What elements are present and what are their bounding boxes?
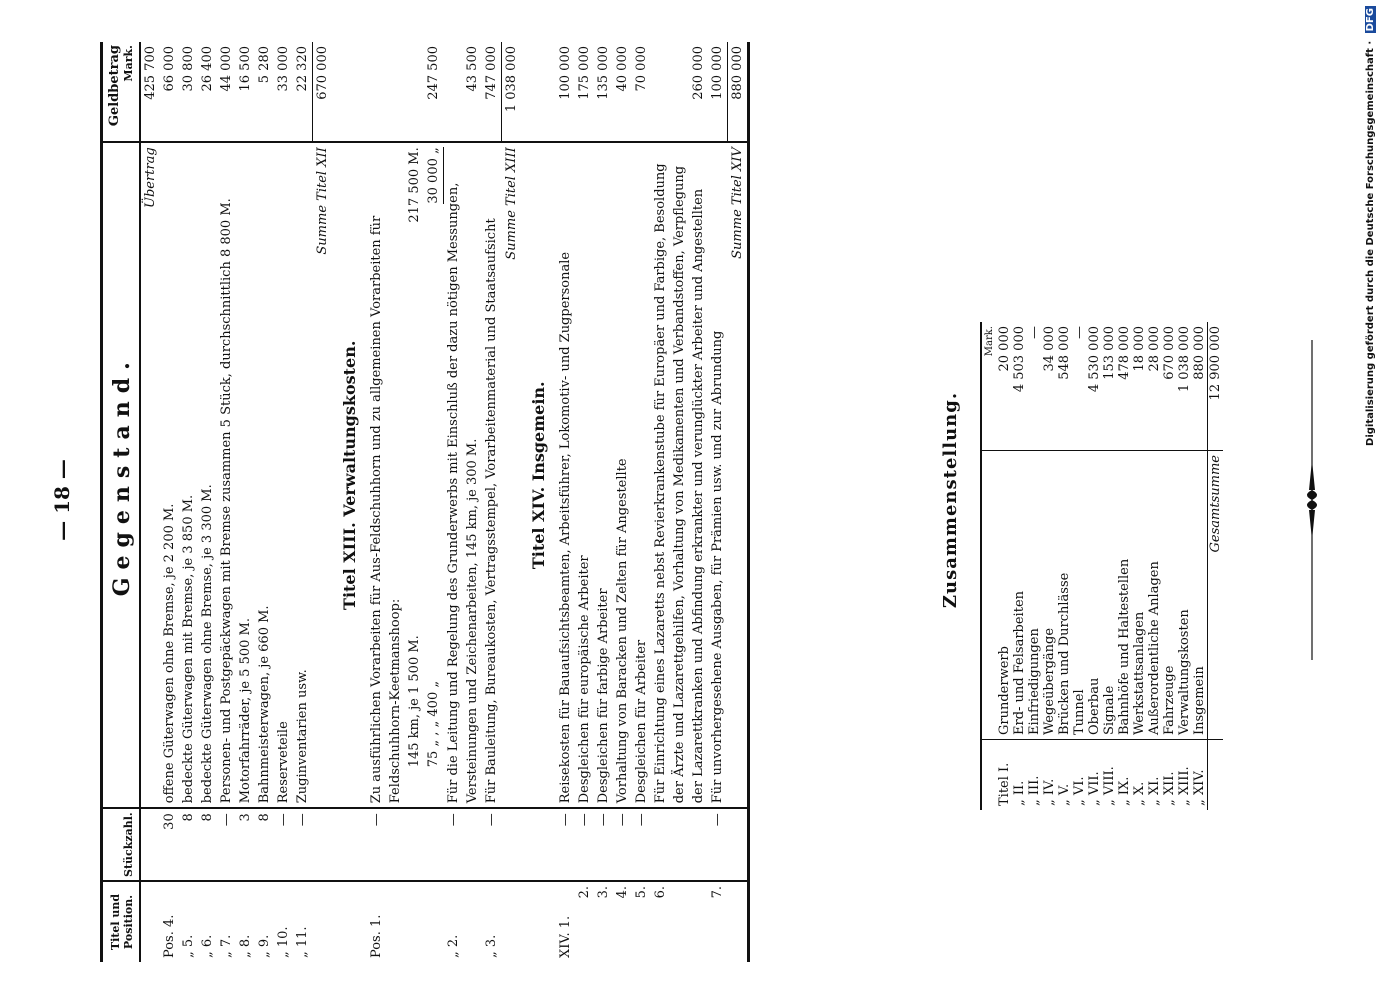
pos-cell: Pos. 4.: [160, 881, 179, 962]
summary-name: Signale: [1102, 451, 1117, 740]
pos-cell: „ 7.: [217, 881, 236, 962]
total-amount: 12 900 000: [1208, 322, 1224, 451]
sum-label: Summe Titel XIII: [502, 142, 522, 808]
pos-cell: 6.: [651, 881, 708, 962]
desc-subline: [424, 142, 444, 808]
amount-cell: 70 000: [634, 46, 649, 92]
summary-amount: —: [1072, 326, 1087, 339]
summary-row: [997, 322, 1012, 810]
amount-cell: 40 000: [615, 46, 630, 92]
amount-cell: 44 000: [219, 46, 234, 92]
desc-cell: Desgleichen für farbige Arbeiter: [594, 142, 613, 808]
summary-row: [1147, 322, 1162, 810]
ornament-center: [1307, 490, 1317, 510]
stk-cell: —: [217, 808, 236, 881]
desc-cell: Motorfahrräder, je 5 500 M.: [236, 142, 255, 808]
amount-cell: 43 500: [465, 46, 480, 92]
summary-row: [1027, 322, 1042, 810]
summary-amount: —: [1027, 326, 1042, 339]
dfg-sidebar: [1365, 6, 1381, 996]
summary-title: „ XIV.: [1192, 740, 1208, 811]
pos-cell: „ 6.: [198, 881, 217, 962]
desc-cell: Für Einrichtung eines Lazaretts nebst Revierkrankenstube für Europäer und Farbige, Besoldung der Ärzte und Lazarettgehilfen, Vorhaltung von Medikamenten und Verbandstoffen, Verpflegung der Lazarettkranken und Abfindung erkrankter und verunglückter Arbeiter und Angestellten: [651, 142, 708, 808]
stk-cell: [140, 808, 160, 881]
subline-text: 75 „ , „ 400 „: [426, 680, 441, 768]
table-row: [556, 42, 575, 962]
amount-cell: 30 800: [181, 46, 196, 92]
summary-amount: 478 000: [1117, 326, 1132, 380]
mark-label: Mark.: [981, 322, 997, 451]
summary-row: [1012, 322, 1027, 810]
table-row: [179, 42, 198, 962]
summary-header-row: [981, 322, 997, 810]
desc-cell: bedeckte Güterwagen ohne Bremse, je 3 300 M.: [198, 142, 217, 808]
pos-cell: „ 8.: [236, 881, 255, 962]
page-number: — 18 —: [50, 459, 74, 541]
desc-cell: Für unvorhergesehene Ausgaben, für Prämien usw. und zur Abrundung: [708, 142, 728, 808]
desc-cell: Für die Leitung und Regelung des Grunderwerbs mit Einschluß der dazu nötigen Messungen, Versteinungen und Zeichenarbeiten, 145 km, je 300 M.: [444, 142, 482, 808]
summary-title: „ III.: [1027, 740, 1042, 811]
stk-cell: [651, 808, 708, 881]
summary-row: [1042, 322, 1057, 810]
summary-row: [1072, 322, 1087, 810]
sum-label: Summe Titel XII: [313, 142, 333, 808]
summary-row: [1192, 322, 1208, 810]
amount-cell: 425 700: [143, 46, 158, 100]
stk-cell: —: [632, 808, 651, 881]
pos-cell: „ 9.: [255, 881, 274, 962]
table-row: [255, 42, 274, 962]
stk-cell: —: [575, 808, 594, 881]
subline-text: 145 km, je 1 500 M.: [407, 635, 422, 768]
summary-name: Tunnel: [1072, 451, 1087, 740]
summary-amount: 18 000: [1132, 326, 1147, 372]
amount-cell: 5 280: [257, 46, 272, 84]
stk-cell: 3: [236, 808, 255, 881]
desc-cell: Bahnmeisterwagen, je 660 M.: [255, 142, 274, 808]
amount-cell: 16 500: [238, 46, 253, 92]
table-row: [651, 42, 708, 962]
summary-name: Grunderwerb: [997, 451, 1012, 740]
amount-cell: 26 400: [200, 46, 215, 92]
stk-cell: —: [293, 808, 313, 881]
amount-cell: 175 000: [577, 46, 592, 100]
desc-cell: Reserveteile: [274, 142, 293, 808]
summary-name: Wegeübergänge: [1042, 451, 1057, 740]
section-title-xiii: Titel XIII. Verwaltungskosten.: [332, 142, 367, 808]
section-title-xiv: Titel XIV. Insgemein.: [521, 142, 556, 808]
pos-cell: „ 2.: [444, 881, 482, 962]
amount-cell: 747 000: [484, 46, 499, 100]
summary-amount: 4 530 000: [1087, 326, 1102, 393]
summary-name: Insgemein: [1192, 451, 1208, 740]
stk-cell: —: [594, 808, 613, 881]
dfg-credit-text: Digitalisierung gefördert durch die Deutsche Forschungsgemeinschaft: [1365, 48, 1376, 446]
section-title-row: [521, 42, 556, 962]
col-header-gegenstand: Gegenstand.: [102, 142, 141, 808]
table-row: [613, 42, 632, 962]
pos-cell: 5.: [632, 881, 651, 962]
stk-cell: —: [708, 808, 728, 881]
pos-cell: 4.: [613, 881, 632, 962]
summary-name: Oberbau: [1087, 451, 1102, 740]
stk-cell: —: [274, 808, 293, 881]
table-row: [444, 42, 482, 962]
summary-row: [1132, 322, 1147, 810]
total-label: Gesamtsumme: [1208, 451, 1224, 740]
cost-table: [100, 42, 750, 962]
summary-name: Außerordentliche Anlagen: [1147, 451, 1162, 740]
summary-title: Titel I.: [997, 740, 1012, 811]
summary-title: „ XII.: [1162, 740, 1177, 811]
summary-amount: 1 038 000: [1177, 326, 1192, 393]
table-row: [160, 42, 179, 962]
pos-cell: [140, 881, 160, 962]
desc-cell: Personen- und Postgepäckwagen mit Bremse zusammen 5 Stück, durchschnittlich 8 800 M.: [217, 142, 236, 808]
stk-cell: 8: [255, 808, 274, 881]
pos-cell: „ 11.: [293, 881, 313, 962]
stk-cell: —: [444, 808, 482, 881]
table-row: [236, 42, 255, 962]
dfg-credit: Digitalisierung gefördert durch die Deutsche Forschungsgemeinschaft · DFG: [1365, 8, 1376, 446]
desc-cell: bedeckte Güterwagen mit Bremse, je 3 850 M.: [179, 142, 198, 808]
summary-name: Bahnhöfe und Haltestellen: [1117, 451, 1132, 740]
table-row: [274, 42, 293, 962]
summary-name: Einfriedigungen: [1027, 451, 1042, 740]
sum-row-xiii: [502, 42, 522, 962]
summary-title: „ II.: [1012, 740, 1027, 811]
stk-cell: —: [613, 808, 632, 881]
pos-cell: „ 10.: [274, 881, 293, 962]
summary-name: Verwaltungskosten: [1177, 451, 1192, 740]
amount-cell: 247 500: [426, 46, 441, 100]
table-row: [575, 42, 594, 962]
summary-title: „ VII.: [1087, 740, 1102, 811]
desc-cell: Für Bauleitung, Bureaukosten, Vertragsstempel, Vorarbeitenmaterial und Staatsaufsicht: [482, 142, 502, 808]
stk-cell: —: [482, 808, 502, 881]
summary-title: „ X.: [1132, 740, 1147, 811]
desc-cell: Desgleichen für Arbeiter: [632, 142, 651, 808]
summary-row: [1117, 322, 1132, 810]
table-row: [198, 42, 217, 962]
col-header-stueckzahl: Stückzahl.: [102, 808, 141, 881]
zusammenstellung-title: Zusammenstellung.: [940, 391, 961, 609]
pos-cell: Pos. 1.: [367, 881, 405, 962]
stk-cell: 30: [160, 808, 179, 881]
subline-amount: 217 500 M.: [407, 147, 422, 223]
table-row: [140, 42, 160, 962]
pos-cell: 3.: [594, 881, 613, 962]
pos-cell: 2.: [575, 881, 594, 962]
stk-cell: —: [367, 808, 405, 881]
summary-title: „ VI.: [1072, 740, 1087, 811]
sum-amount: 670 000: [313, 42, 333, 142]
amount-cell: 100 000: [710, 46, 725, 100]
stk-cell: 8: [198, 808, 217, 881]
geldbetrag-label: Geldbetrag: [107, 45, 122, 127]
sum-row-xiv: [728, 42, 749, 962]
amount-cell: 22 320: [295, 46, 310, 92]
table-row: [482, 42, 502, 962]
mark-label: Mark.: [122, 45, 135, 82]
pos-cell: XIV. 1.: [556, 881, 575, 962]
table-row: [708, 42, 728, 962]
summary-title: „ V.: [1057, 740, 1072, 811]
summary-row: [1102, 322, 1117, 810]
table-row: [424, 42, 444, 962]
col-header-position: Titel und Position.: [102, 881, 141, 962]
sum-label: Summe Titel XIV: [728, 142, 749, 808]
desc-cell: Zu ausführlichen Vorarbeiten für Aus-Feldschuhhorn und zu allgemeinen Vorarbeiten für Feldschuhhorn-Keetmanshoop:: [367, 142, 405, 808]
summary-row: [1162, 322, 1177, 810]
summary-title: „ VIII.: [1102, 740, 1117, 811]
stk-cell: 8: [179, 808, 198, 881]
amount-cell: 260 000: [691, 46, 706, 100]
summary-row: [1087, 322, 1102, 810]
summary-amount: 4 503 000: [1012, 326, 1027, 393]
table-row: [594, 42, 613, 962]
col-header-geldbetrag: [102, 42, 141, 142]
table-row: [293, 42, 313, 962]
summary-name: Werkstattsanlagen: [1132, 451, 1147, 740]
table-header-row: [102, 42, 141, 962]
desc-cell: Desgleichen für europäische Arbeiter: [575, 142, 594, 808]
amount-cell: 66 000: [162, 46, 177, 92]
amount-cell: 33 000: [276, 46, 291, 92]
amount-cell: 135 000: [596, 46, 611, 100]
summary-title: „ IV.: [1042, 740, 1057, 811]
summary-name: Fahrzeuge: [1162, 451, 1177, 740]
summary-table: [980, 322, 1223, 810]
sum-row-xii: [313, 42, 333, 962]
amount-cell: 100 000: [558, 46, 573, 100]
desc-subline: [405, 142, 424, 808]
table-row: [405, 42, 424, 962]
sum-amount: 880 000: [728, 42, 749, 142]
summary-amount: 670 000: [1162, 326, 1177, 380]
summary-title: „ IX.: [1117, 740, 1132, 811]
desc-cell: Reisekosten für Bauaufsichtsbeamten, Arbeitsführer, Lokomotiv- und Zugpersonale: [556, 142, 575, 808]
table-body: [140, 42, 749, 962]
summary-amount: 28 000: [1147, 326, 1162, 372]
desc-cell: offene Güterwagen ohne Bremse, je 2 200 M.: [160, 142, 179, 808]
summary-total-row: [1208, 322, 1224, 810]
table-row: [632, 42, 651, 962]
desc-cell: Zuginventarien usw.: [293, 142, 313, 808]
pos-cell: „ 3.: [482, 881, 502, 962]
stk-cell: —: [556, 808, 575, 881]
summary-row: [1057, 322, 1072, 810]
summary-name: Brücken und Durchlässe: [1057, 451, 1072, 740]
dfg-logo: DFG: [1365, 8, 1376, 32]
table-row: [217, 42, 236, 962]
desc-cell: Übertrag: [140, 142, 160, 808]
summary-amount: 20 000: [997, 326, 1012, 372]
ornament-rule: [1300, 340, 1324, 660]
summary-amount: 153 000: [1102, 326, 1117, 380]
summary-amount: 880 000: [1192, 326, 1207, 380]
subline-amount: 30 000 „: [424, 147, 444, 203]
summary-title: „ XI.: [1147, 740, 1162, 811]
summary-name: Erd- und Felsarbeiten: [1012, 451, 1027, 740]
table-row: [367, 42, 405, 962]
pos-cell: 7.: [708, 881, 728, 962]
pos-cell: „ 5.: [179, 881, 198, 962]
summary-title: „ XIII.: [1177, 740, 1192, 811]
summary-amount: 34 000: [1042, 326, 1057, 372]
section-title-row: [332, 42, 367, 962]
summary-amount: 548 000: [1057, 326, 1072, 380]
sum-amount: 1 038 000: [502, 42, 522, 142]
summary-row: [1177, 322, 1192, 810]
desc-cell: Vorhaltung von Baracken und Zelten für Angestellte: [613, 142, 632, 808]
